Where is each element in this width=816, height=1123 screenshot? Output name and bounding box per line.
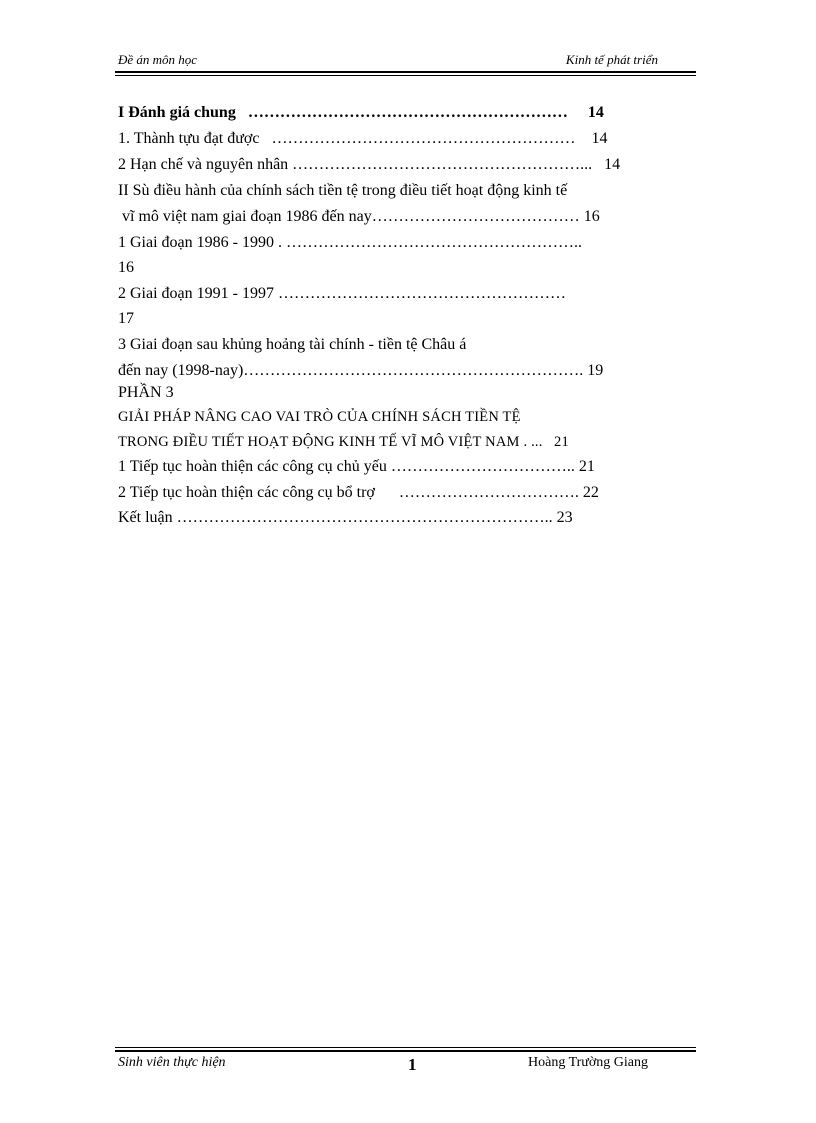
footer-rule-thick [115, 1050, 696, 1052]
header-course: Đề án môn học [118, 52, 198, 67]
toc-entry: 16 [118, 259, 134, 276]
toc-entry: đến nay (1998-nay)………………………………………………………. 19 [118, 362, 604, 379]
page-header [118, 52, 696, 70]
toc-entry: 3 Giai đoạn sau khủng hoảng tài chính - tiền tệ Châu á [118, 336, 467, 353]
toc-entry: 2 Giai đoạn 1991 - 1997 ……………………………………………… [118, 285, 566, 302]
toc-entry: 2 Hạn chế và nguyên nhân ………………………………………………... 14 [118, 156, 621, 173]
header-subject: Kinh tế phát triển [565, 52, 658, 67]
toc-entry: II Sù điều hành của chính sách tiền tệ trong điều tiết hoạt động kinh tế [118, 182, 568, 199]
toc-entry: GIẢI PHÁP NÂNG CAO VAI TRÒ CỦA CHÍNH SÁCH TIỀN TỆ [118, 409, 521, 425]
toc-entry: vĩ mô việt nam giai đoạn 1986 đến nay………………………………… 16 [118, 208, 600, 225]
toc-entry: PHẦN 3 [118, 384, 174, 401]
footer-label: Sinh viên thực hiện [118, 1055, 226, 1070]
header-rule-thin [115, 75, 696, 76]
toc-entry: Kết luận …………………………………………………………….. 23 [118, 509, 573, 526]
toc-entry: 1 Tiếp tục hoàn thiện các công cụ chủ yếu …………………………….. 21 [118, 458, 595, 475]
page-footer [118, 1055, 696, 1075]
toc-entry: I Đánh giá chung …………………………………………………… 14 [118, 104, 604, 121]
footer-rule-thin [115, 1047, 696, 1048]
toc-entry: 1 Giai đoạn 1986 - 1990 . ……………………………………………….. [118, 234, 582, 251]
footer-author: Hoàng Trường Giang [528, 1055, 648, 1070]
toc-entry: 17 [118, 310, 134, 327]
toc-entry: 1. Thành tựu đạt được ………………………………………………… 14 [118, 130, 608, 147]
header-rule-thick [115, 71, 696, 73]
page-number: 1 [408, 1055, 417, 1074]
toc-entry: TRONG ĐIỀU TIẾT HOẠT ĐỘNG KINH TẾ VĨ MÔ VIỆT NAM . ... 21 [118, 434, 569, 450]
toc-entry: 2 Tiếp tục hoàn thiện các công cụ bổ trợ ……………………………. 22 [118, 484, 599, 501]
